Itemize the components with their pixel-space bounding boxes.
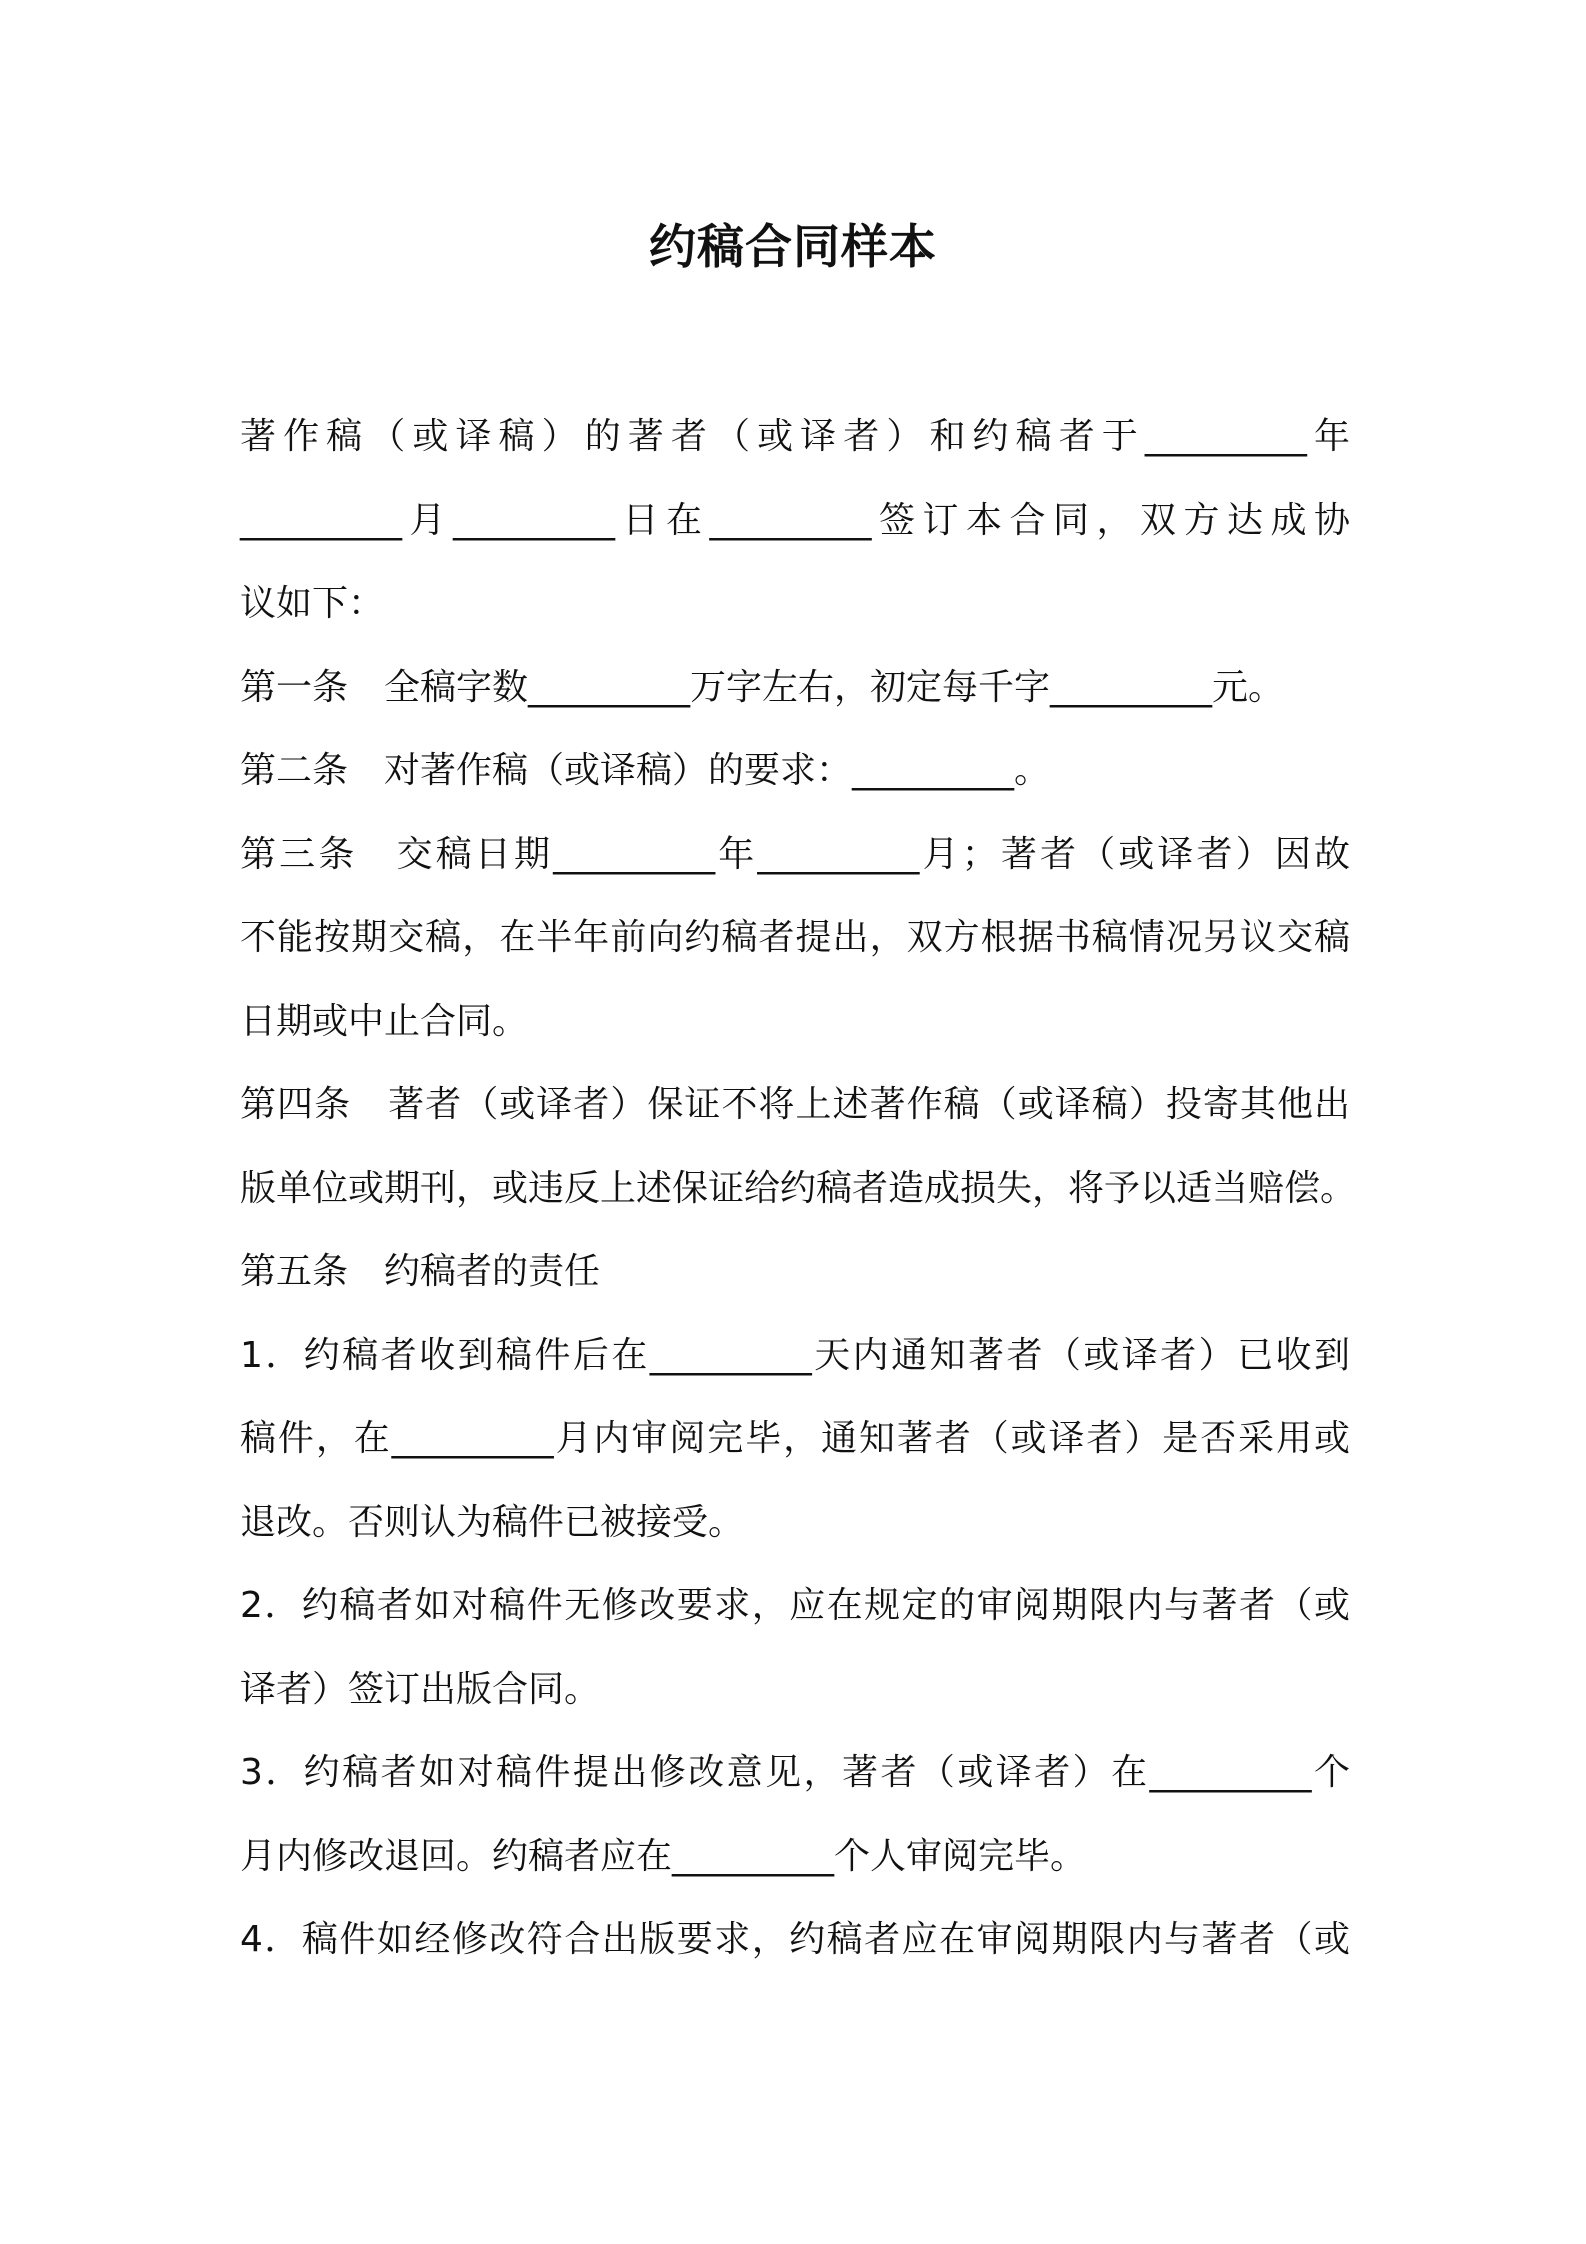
clause-3: 3．约稿者如对稿件提出修改意见，著者（或译者）在_________个: [240, 1752, 1350, 1793]
document-title: 约稿合同样本: [649, 220, 937, 275]
body-line: 月内修改退回。约稿者应在_________个人审阅完毕。: [240, 1835, 1087, 1877]
clause-2: 2．约稿者如对稿件无修改要求，应在规定的审阅期限内与著者（或: [240, 1585, 1350, 1626]
article-3: 第三条 交稿日期_________年_________月；著者（或译者）因故: [240, 833, 1350, 875]
clause-1: 1．约稿者收到稿件后在_________天内通知著者（或译者）已收到: [240, 1334, 1350, 1376]
clause-4: 4．稿件如经修改符合出版要求，约稿者应在审阅期限内与著者（或: [240, 1919, 1350, 1960]
body-line: 退改。否则认为稿件已被接受。: [240, 1501, 745, 1543]
article-5: 第五条 约稿者的责任: [240, 1251, 601, 1292]
article-2: 第二条 对著作稿（或译稿）的要求：_________。: [240, 750, 1051, 791]
body-line: 版单位或期刊，或违反上述保证给约稿者造成损失，将予以适当赔偿。: [240, 1167, 1357, 1209]
body-line: 议如下：: [240, 583, 385, 624]
body-line: 著作稿（或译稿）的著者（或译者）和约稿者于_________年: [240, 416, 1350, 457]
body-line: 稿件，在_________月内审阅完毕，通知著者（或译者）是否采用或: [240, 1418, 1350, 1459]
body-line: 日期或中止合同。: [240, 1000, 529, 1042]
body-line: 不能按期交稿，在半年前向约稿者提出，双方根据书稿情况另议交稿: [240, 917, 1350, 958]
contract-body: [240, 395, 1357, 1982]
article-1: 第一条 全稿字数_________万字左右，初定每千字_________元。: [240, 666, 1285, 708]
article-4: 第四条 著者（或译者）保证不将上述著作稿（或译稿）投寄其他出: [240, 1084, 1350, 1125]
body-line: 译者）签订出版合同。: [240, 1668, 601, 1710]
body-line: _________月_________日在_________签订本合同，双方达成协: [240, 499, 1350, 541]
